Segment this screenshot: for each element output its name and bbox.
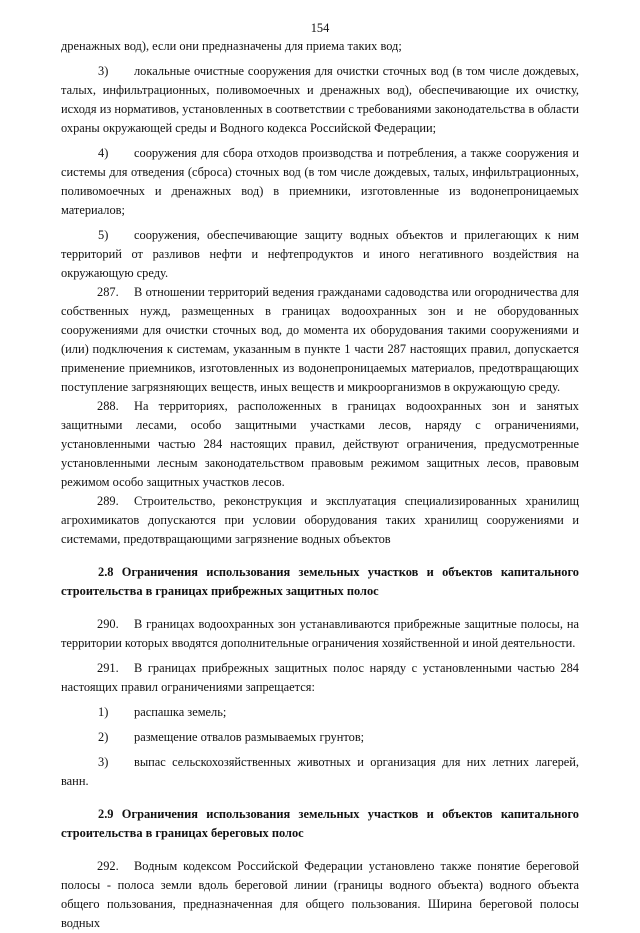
list-label: 3) (98, 755, 109, 769)
paragraph-292 (61, 857, 579, 933)
paragraph-number: 289. (97, 494, 119, 508)
paragraph-text: В отношении территорий ведения гражданами садоводства или огородничества для собственных нужд, размещенных в границах водоохранных зон и не оборудованных сооружениями для очистки сточных вод, до момента их оборудования такими сооружениями и (или) подключения к системам, указанным в пункте 1 части 287 настоящих правил, допускается применение приемников, изготовленных из водонепроницаемых материалов, предотвращающих поступление загрязняющих веществ, иных веществ и микроорганизмов в окружающую среду. (61, 285, 579, 394)
paragraph-text: На территориях, расположенных в границах водоохранных зон и занятых защитными лесами, особо защитными участками лесов, наряду с ограничениями, установленными частью 284 настоящих правил, действуют ограничения, предусмотренные установленными лесным законодательством правовым режимом защитных лесов, правовым режимом особо защитных участков лесов. (61, 399, 579, 489)
list-item-5 (61, 226, 579, 283)
list-text: локальные очистные сооружения для очистки сточных вод (в том числе дождевых, талых, инфильтрационных, поливомоечных и дренажных вод), обеспечивающие их очистку, исходя из нормативов, установленных в соответствии с требованиями законодательства в области охраны окружающей среды и Водного кодекса Российской Федерации; (61, 64, 579, 135)
list-item-4 (61, 144, 579, 220)
paragraph-291 (61, 659, 579, 697)
list-item-3b (61, 753, 579, 791)
list-label: 1) (98, 705, 109, 719)
paragraph-text: Строительство, реконструкция и эксплуатация специализированных хранилищ агрохимикатов допускаются при условии оборудования таких хранилищ сооружениями и системами, предотвращающими загрязнение водных объектов (61, 494, 579, 546)
list-item-3 (61, 62, 579, 138)
paragraph-number: 292. (97, 859, 119, 873)
paragraph-text: Водным кодексом Российской Федерации установлено также понятие береговой полосы - полоса земли вдоль береговой линии (границы водного объекта) водного объекта общего пользования, предназначенная для общего пользования. Ширина береговой полосы водных (61, 859, 579, 930)
section-heading-2-8: 2.8 Ограничения использования земельных участков и объектов капитального строительства в границах прибрежных защитных полос (61, 565, 579, 598)
paragraph-number: 290. (97, 617, 119, 631)
list-label: 3) (98, 64, 109, 78)
list-text: распашка земель; (134, 705, 227, 719)
list-text: сооружения, обеспечивающие защиту водных объектов и прилегающих к ним территорий от разливов нефти и нефтепродуктов и иного негативного воздействия на окружающую среду. (61, 228, 579, 280)
page-content (61, 37, 579, 933)
list-item-1 (61, 703, 579, 722)
paragraph-text: В границах прибрежных защитных полос наряду с установленными частью 284 настоящих правил ограничениями запрещается: (61, 661, 579, 694)
paragraph-288 (61, 397, 579, 492)
paragraph-number: 287. (97, 285, 119, 299)
paragraph-text: В границах водоохранных зон устанавливаются прибрежные защитные полосы, на территории которых вводятся дополнительные ограничения хозяйственной и иной деятельности. (61, 617, 579, 650)
paragraph-287 (61, 283, 579, 397)
list-label: 4) (98, 146, 109, 160)
paragraph-290 (61, 615, 579, 653)
section-heading-2-9: 2.9 Ограничения использования земельных участков и объектов капитального строительства в границах береговых полос (61, 807, 579, 840)
list-item-2 (61, 728, 579, 747)
paragraph-continuation: дренажных вод), если они предназначены для приема таких вод; (61, 39, 402, 53)
list-text: выпас сельскохозяйственных животных и организация для них летних лагерей, ванн. (61, 755, 579, 788)
paragraph-number: 291. (97, 661, 119, 675)
page-number: 154 (310, 21, 330, 35)
list-text: размещение отвалов размываемых грунтов; (134, 730, 365, 744)
list-text: сооружения для сбора отходов производства и потребления, а также сооружения и системы для отведения (сброса) сточных вод (в том числе дождевых, талых, инфильтрационных, поливомоечных и дренажных вод) в приемники, изготовленные из водонепроницаемых материалов; (61, 146, 579, 217)
paragraph-number: 288. (97, 399, 119, 413)
list-label: 2) (98, 730, 109, 744)
paragraph-289 (61, 492, 579, 549)
list-label: 5) (98, 228, 109, 242)
